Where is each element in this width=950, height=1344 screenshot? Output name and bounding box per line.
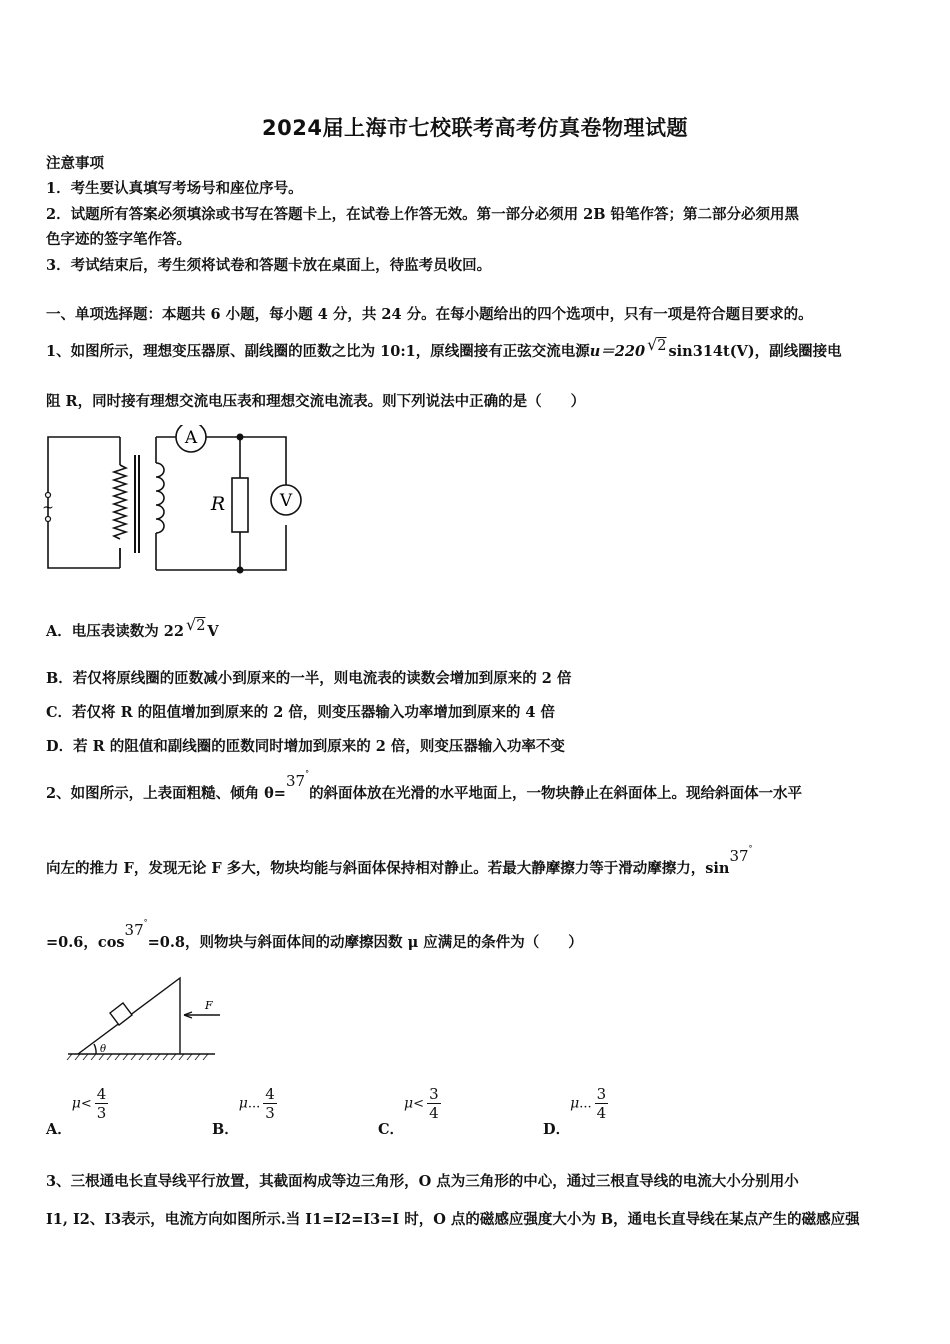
- primary-wire: [48, 437, 120, 568]
- angle-arc: [94, 1044, 96, 1054]
- q3-stem-line1: 3、三根通电长直导线平行放置，其截面构成等边三角形，O 点为三角形的中心，通过三根直导线的电流大小分别用小: [46, 1173, 799, 1190]
- junction-dot-bottom: [237, 567, 244, 574]
- block: [110, 1003, 132, 1025]
- q1-stem-line2: 阻 R，同时接有理想交流电压表和理想交流电流表。则下列说法中正确的是（ ）: [46, 393, 586, 410]
- q1-option-c: C．若仅将 R 的阻值增加到原来的 2 倍，则变压器输入功率增加到原来的 4 倍: [46, 704, 556, 721]
- notice-item-2: 2．试题所有答案必须填涂或书写在答题卡上，在试卷上作答无效。第一部分必须用 2B 铅笔作答；第二部分必须用黑: [46, 206, 800, 223]
- resistor-label: R: [210, 493, 226, 515]
- notice-heading: 注意事项: [46, 155, 104, 172]
- q3-stem-line2: I1, I2、I3表示，电流方向如图所示.当 I1=I2=I3=I 时，O 点的磁感应强度大小为 B，通电长直导线在某点产生的磁感应强: [46, 1211, 860, 1228]
- theta-label: θ: [100, 1044, 107, 1055]
- notice-item-2-cont: 色字迹的签字笔作答。: [46, 231, 191, 248]
- page-title: 2024届上海市七校联考高考仿真卷物理试题: [262, 116, 688, 140]
- incline-diagram: [60, 972, 230, 1062]
- ac-source-icon: ~: [42, 500, 54, 516]
- q2-option-b: B．μ... $\frac{4}{3}$: [212, 1085, 275, 1138]
- q2-stem-line1: 2、如图所示，上表面粗糙、倾角 θ=37°的斜面体放在光滑的水平地面上，一物块静止在斜面体上。现给斜面体一水平: [46, 769, 803, 802]
- q1-option-a: A．电压表读数为 22 √2 V: [46, 615, 219, 640]
- secondary-coil: [156, 463, 164, 533]
- ammeter-label: A: [184, 428, 198, 448]
- junction-dot-top: [237, 434, 244, 441]
- q1-option-d: D．若 R 的阻值和副线圈的匝数同时增加到原来的 2 倍，则变压器输入功率不变: [46, 738, 565, 755]
- primary-coil: [114, 465, 126, 539]
- force-label: F: [205, 999, 213, 1012]
- q2-option-a: A．μ< $\frac{4}{3}$: [46, 1085, 107, 1138]
- q1-option-b: B．若仅将原线圈的匝数减小到原来的一半，则电流表的读数会增加到原来的 2 倍: [46, 670, 572, 687]
- section-heading: 一、单项选择题：本题共 6 小题，每小题 4 分，共 24 分。在每小题给出的四个选项中，只有一项是符合题目要求的。: [46, 306, 813, 323]
- q2-option-d: D．μ... $\frac{3}{4}$: [543, 1085, 607, 1138]
- voltmeter-label: V: [279, 491, 293, 511]
- q1-sqrt-value: 2: [657, 338, 667, 354]
- q2-option-c: C．μ< $\frac{3}{4}$: [378, 1085, 439, 1138]
- transformer-circuit-diagram: [40, 425, 310, 580]
- q1-stem-line1: 1、如图所示，理想变压器原、副线圈的匝数之比为 10:1，原线圈接有正弦交流电源u＝220 √2 sin314t(V)，副线圈接电: [46, 335, 842, 360]
- q2-stem-line2: 向左的推力 F，发现无论 F 多大，物块均能与斜面体保持相对静止。若最大静摩擦力等于滑动摩擦力，sin37°: [46, 844, 753, 877]
- q2-stem-line3: =0.6，cos37°=0.8，则物块与斜面体间的动摩擦因数 μ 应满足的条件为（ ）: [46, 918, 583, 951]
- notice-item-3: 3．考试结束后，考生须将试卷和答题卡放在桌面上，待监考员收回。: [46, 257, 492, 274]
- notice-item-1: 1．考生要认真填写考场号和座位序号。: [46, 180, 303, 197]
- resistor: [232, 478, 248, 532]
